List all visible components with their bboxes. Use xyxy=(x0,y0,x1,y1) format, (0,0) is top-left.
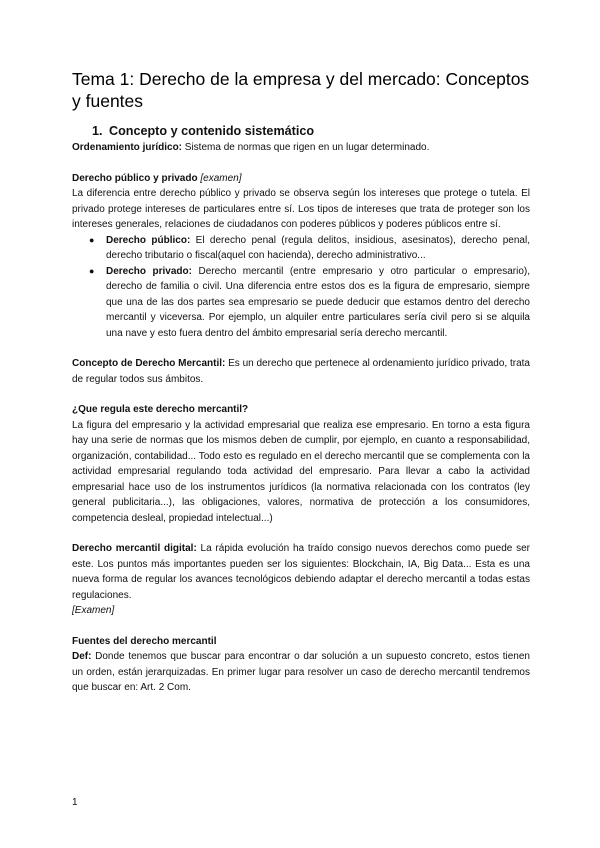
section-heading xyxy=(92,124,530,138)
document-page xyxy=(72,68,530,696)
fuentes-text: Donde tenemos que buscar para encontrar o dar solución a un supuesto concreto, estos tienen un orden, están jerarquizadas. En primer lugar para resolver un caso de derecho mercantil tendremos que buscar en: Art. 2 Com. xyxy=(72,651,530,693)
list-item xyxy=(89,264,530,342)
fuentes-paragraph xyxy=(72,649,530,696)
bullet-text: El derecho penal (regula delitos, insidious, asesinatos), derecho penal, derecho tributario o fiscal(aquel con hacienda), derecho administrativo... xyxy=(106,234,530,261)
que-regula-text: La figura del empresario y la actividad empresarial que realiza ese empresario. En torno a esta figura hay una serie de normas que los mismos deben de cumplir, por ejemplo, en cuanto a responsabilidad, organización, contabilidad... Todo esto es regulado en el derecho mercantil que se complementa con la actividad empresarial regulando toda actividad del empresario. Para llevar a cabo la actividad empresarial hace uso de los instrumentos jurídicos (la normativa relacionada con los contratos (ley general publicitaria...), las obligaciones, valores, normativa de protección a los consumidores, competencia desleal, propiedad intelectual...) xyxy=(72,419,530,524)
publico-privado-title: Derecho público y privado xyxy=(72,172,198,184)
concepto-paragraph xyxy=(72,356,530,387)
bullet-label: Derecho privado: xyxy=(106,265,192,277)
section-number: 1. xyxy=(92,124,103,138)
digital-label: Derecho mercantil digital: xyxy=(72,543,197,554)
publico-privado-heading xyxy=(72,171,530,187)
que-regula-heading: ¿Que regula este derecho mercantil? xyxy=(72,404,249,415)
list-item xyxy=(89,233,530,264)
bullet-text: Derecho mercantil (entre empresario y otro particular o empresario), derecho de familia o civil. Una diferencia entre estos dos es la figura de empresario, siempre que una de las dos partes sea empresario se puede deducir que estamos dentro del derecho mercantil y viceversa. Por ejemplo, un alquiler entre particulares sería civil pero si se alquila una nave y esto fuera dentro del ámbito empresarial sería derecho mercantil. xyxy=(106,265,530,339)
bullet-label: Derecho público: xyxy=(106,234,191,246)
bullet-icon: ● xyxy=(89,234,95,245)
digital-text: La rápida evolución ha traído consigo nuevos derechos como puede ser este. Los puntos más importantes pueden ser los siguientes: Blockchain, IA, Big Data... Esta es una nueva forma de regular los avances tecnológicos debiendo adaptar el derecho mercantil a todas estas regulaciones. xyxy=(72,543,531,601)
digital-paragraph xyxy=(72,541,530,603)
bullet-icon: ● xyxy=(89,265,95,276)
concepto-label: Concepto de Derecho Mercantil: xyxy=(72,358,226,369)
concepto-text: Es un derecho que pertenece al ordenamiento jurídico privado, trata de regular todos sus ámbitos. xyxy=(72,358,530,385)
ordenamiento-paragraph xyxy=(72,140,530,156)
digital-examen-tag: [Examen] xyxy=(72,605,115,616)
def-label: Def: xyxy=(72,651,92,662)
section-title: Concepto y contenido sistemático xyxy=(109,124,315,138)
ordenamiento-label: Ordenamiento jurídico: xyxy=(72,142,183,153)
ordenamiento-text: Sistema de normas que rigen en un lugar determinado. xyxy=(182,142,430,153)
publico-privado-list xyxy=(72,233,530,342)
publico-privado-text: La diferencia entre derecho público y privado se observa según los intereses que protege o tutela. El privado protege intereses de particulares entre sí. Los tipos de intereses que trata de proteger son los intereses generales, relaciones de ciudadanos con poderes públicos y poderes públicos entre sí. xyxy=(72,188,530,230)
fuentes-heading: Fuentes del derecho mercantil xyxy=(72,635,217,647)
page-title: Tema 1: Derecho de la empresa y del mercado: Conceptos y fuentes xyxy=(72,69,530,111)
page-number: 1 xyxy=(72,797,78,808)
examen-tag: [examen] xyxy=(200,172,242,184)
